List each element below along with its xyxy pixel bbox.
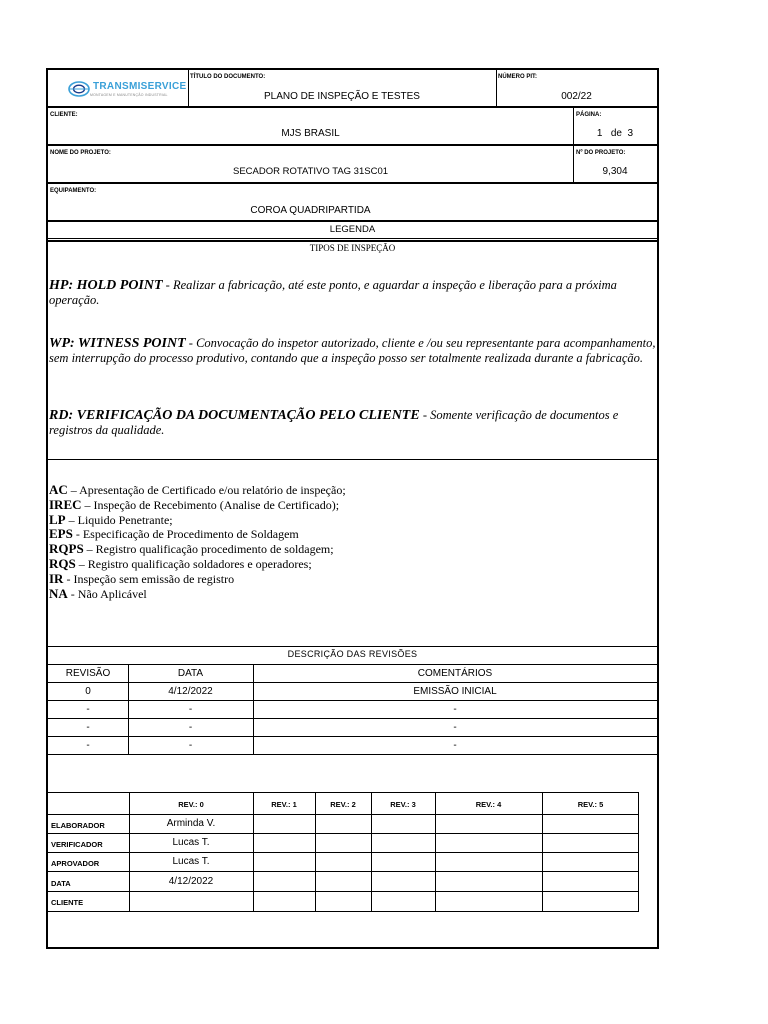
signature-header-rev0: REV.: 0 <box>178 800 204 809</box>
signature-aprovador-rev0: Lucas T. <box>172 856 210 867</box>
page-number <box>573 128 657 139</box>
company-logo <box>68 78 198 100</box>
page-total: 3 <box>627 128 634 139</box>
legend-item-document-review <box>49 408 659 438</box>
document-review-code: RD: VERIFICAÇÃO DA DOCUMENTAÇÃO PELO CLIENTE <box>49 408 420 423</box>
equipment-label: EQUIPAMENTO: <box>50 188 97 194</box>
transmiservice-logo-icon <box>68 80 90 98</box>
signature-header-rev2: REV.: 2 <box>330 800 356 809</box>
signature-header-rev3: REV.: 3 <box>390 800 416 809</box>
revision-number: 0 <box>85 686 91 697</box>
witness-point-code: WP: WITNESS POINT <box>49 336 186 351</box>
revision-date: - <box>188 740 193 751</box>
abbreviation-item: IREC – Inspeção de Recebimento (Analise de Certificado); <box>49 496 340 512</box>
document-page <box>46 68 659 949</box>
signature-role-cliente: CLIENTE <box>51 898 84 907</box>
revisions-header-date: DATA <box>177 668 204 679</box>
signature-role-elaborador: ELABORADOR <box>51 821 105 830</box>
client-name: MJS BRASIL <box>281 128 340 139</box>
signature-header-rev5: REV.: 5 <box>577 800 604 809</box>
revision-comment: EMISSÃO INICIAL <box>413 686 497 697</box>
signature-header-rev1: REV.: 1 <box>271 800 297 809</box>
abbreviation-item: EPS - Especificação de Procedimento de Soldagem <box>49 526 299 542</box>
logo-wordmark: TRANSMISERVICE <box>93 80 187 92</box>
inspection-types-title: TIPOS DE INSPEÇÃO <box>309 243 396 253</box>
project-number: 9,304 <box>602 166 628 177</box>
revision-date: - <box>188 722 193 733</box>
revisions-header-comments: COMENTÁRIOS <box>417 668 493 679</box>
abbreviation-item: NA - Não Aplicável <box>49 585 147 601</box>
document-title: PLANO DE INSPEÇÃO E TESTES <box>264 91 420 102</box>
signature-verificador-rev0: Lucas T. <box>172 837 210 848</box>
revision-date: - <box>188 704 193 715</box>
signature-role-data: DATA <box>51 879 71 888</box>
revision-comment: - <box>453 704 457 715</box>
pit-number: 002/22 <box>561 91 592 102</box>
revision-number: - <box>86 722 90 733</box>
revisions-header-revision: REVISÃO <box>65 668 111 679</box>
abbreviation-item: AC – Apresentação de Certificado e/ou relatório de inspeção; <box>49 482 346 497</box>
abbreviation-item: LP – Liquido Penetrante; <box>49 511 173 527</box>
hold-point-text: - Realizar a fabricação, até este ponto, e aguardar a inspeção e liberação para a próxima operação. <box>49 278 617 307</box>
pit-label: NÚMERO PIT: <box>498 74 537 80</box>
page-of: de <box>610 128 622 139</box>
revision-number: - <box>86 740 90 751</box>
project-name: SECADOR ROTATIVO TAG 31SC01 <box>232 166 389 177</box>
page-label: PÁGINA: <box>576 112 602 118</box>
signature-role-aprovador: APROVADOR <box>51 859 100 868</box>
title-label: TÍTULO DO DOCUMENTO: <box>190 74 266 80</box>
signature-header-rev4: REV.: 4 <box>475 800 502 809</box>
logo-subtitle: MONTAGEM E MANUTENÇÃO INDUSTRIAL <box>90 92 168 97</box>
page-current: 1 <box>596 128 603 139</box>
signature-role-verificador: VERIFICADOR <box>51 840 103 849</box>
revision-comment: - <box>453 722 457 733</box>
revisions-title: DESCRIÇÃO DAS REVISÕES <box>287 649 418 659</box>
legend-item-witness-point <box>49 336 659 366</box>
abbreviation-item: RQS – Registro qualificação soldadores e operadores; <box>49 555 312 571</box>
signature-elaborador-rev0: Arminda V. <box>166 818 216 829</box>
revision-number: - <box>86 704 90 715</box>
revision-comment: - <box>453 740 457 751</box>
project-no-label: Nº DO PROJETO: <box>576 150 626 156</box>
witness-point-text: - Convocação do inspetor autorizado, cliente e /ou seu representante para acompanhamento, sem interrupção do processo produtivo, contando que a inspeção posso ser totalmente realizada durante a fabricação. <box>49 336 656 365</box>
equipment-name: COROA QUADRIPARTIDA <box>250 205 371 216</box>
client-label: CLIENTE: <box>50 112 78 118</box>
legend-title: LEGENDA <box>329 224 376 235</box>
project-label: NOME DO PROJETO: <box>50 150 111 156</box>
revision-date: 4/12/2022 <box>168 686 213 697</box>
abbreviation-item: RQPS – Registro qualificação procedimento de soldagem; <box>49 541 334 557</box>
hold-point-code: HP: HOLD POINT <box>49 278 163 293</box>
legend-item-hold-point <box>49 278 659 308</box>
document-review-text: - Somente verificação de documentos e registros da qualidade. <box>49 408 619 437</box>
abbreviation-item: IR - Inspeção sem emissão de registro <box>49 570 235 586</box>
abbreviation-list <box>49 483 346 601</box>
signature-data-rev0: 4/12/2022 <box>168 876 214 887</box>
